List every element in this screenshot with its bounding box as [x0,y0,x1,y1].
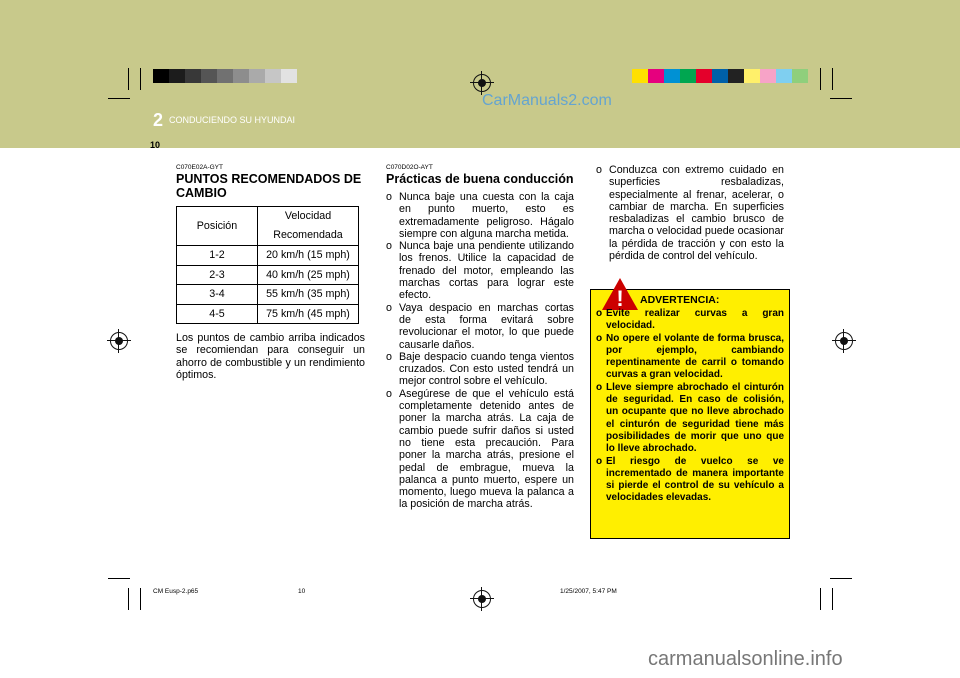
calibration-swatch [648,69,664,83]
list-item: o Conduzca con extremo cuidado en superficies resbaladizas, especialmente al frenar, acelerar, o cambiar de marcha. En superficies resbaladizas el cambio brusco de marcha o velocidad puede ocasionar la pérdida de tracción y con esto la pérdida de control del vehículo. [596,164,784,263]
section-title [386,172,576,186]
section-code: C070D02O-AYT [386,164,433,171]
calibration-swatch [664,69,680,83]
svg-text:!: ! [616,286,624,311]
footer-page: 10 [298,588,306,595]
registration-mark-icon [473,590,491,608]
crop-mark [108,98,130,99]
registration-mark-icon [110,332,128,350]
warning-list [596,308,784,505]
table-cell: 75 km/h (45 mph) [258,304,359,324]
list-item: o Nunca baje una pendiente utilizando los frenos. Utilice la capacidad de frenado del motor, empleando las marchas cortas para lograr este efecto. [386,240,574,302]
calibration-swatch [792,69,808,83]
shift-table [176,206,359,324]
calibration-swatch [201,69,217,83]
table-header-position: Posición [177,207,258,246]
table-header-speed: Velocidad Recomendada [258,207,359,246]
list-item: o Asegúrese de que el vehículo está completamente detenido antes de poner la marcha atrás. La caja de cambio puede sufrir daños si usted no tiene esta precaución. Para poner la marcha atrás, presione el pedal de embrague, mueva la palanca a punto muerto, espere un momento, luego mueva la palanca a la posición de marcha atrás. [386,387,574,511]
crop-mark [832,588,833,610]
driving-tips-list-continued [596,164,784,262]
section-heading: Prácticas de buena conducción [386,172,574,186]
calibration-swatch [632,69,648,83]
shift-paragraph: Los puntos de cambio arriba indicados se recomiendan para conseguir un ahorro de combustible y un rendimiento óptimos. [176,332,365,381]
warning-item: o El riesgo de vuelco se ve incrementado de manera importante si pierde el control de su vehículo a velocidades elevadas. [596,455,784,504]
table-row [177,265,359,285]
calibration-swatch [760,69,776,83]
crop-mark [128,588,129,610]
table-cell: 1-2 [177,246,258,266]
warning-item: o No opere el volante de forma brusca, por ejemplo, cambiando repentinamente de carril o tomando curvas a gran velocidad. [596,332,784,381]
warning-item: o Lleve siempre abrochado el cinturón de seguridad. En caso de colisión, un ocupante que no lleve abrochado el cinturón de seguridad tiene más posibilidades de morir que uno que lo lleve abrochado. [596,381,784,455]
table-row [177,304,359,324]
crop-mark [820,588,821,610]
calibration-swatch [744,69,760,83]
list-item: o Nunca baje una cuesta con la caja en punto muerto, esto es extremadamente peligroso. Hágalo siempre con alguna marcha metida. [386,191,574,240]
calibration-swatch [169,69,185,83]
section-code: C070E02A-GYT [176,164,223,171]
crop-mark [108,578,130,579]
registration-mark-icon [835,332,853,350]
driving-tips-list [386,191,574,511]
footer-brand: carmanualsonline.info [648,648,843,670]
crop-mark [820,68,821,90]
calibration-swatch [712,69,728,83]
calibration-swatch [696,69,712,83]
crop-mark [128,68,129,90]
calibration-swatch [233,69,249,83]
calibration-swatch [265,69,281,83]
table-cell: 40 km/h (25 mph) [258,265,359,285]
calibration-swatch [728,69,744,83]
crop-mark [140,68,141,90]
calibration-swatch [185,69,201,83]
warning-item: o Evite realizar curvas a gran velocidad. [596,308,784,332]
calibration-swatch [776,69,792,83]
calibration-swatch [153,69,169,83]
section-title [176,172,366,200]
crop-mark [832,68,833,90]
calibration-swatch [281,69,297,83]
calibration-swatch [249,69,265,83]
chapter-title: CONDUCIENDO SU HYUNDAI [169,115,296,125]
crop-mark [830,98,852,99]
calibration-swatch [217,69,233,83]
table-cell: 4-5 [177,304,258,324]
watermark: CarManuals2.com [482,92,612,109]
table-cell: 3-4 [177,285,258,305]
footer-date: 1/25/2007, 5:47 PM [560,588,617,595]
warning-title: ADVERTENCIA: [640,294,720,306]
table-row [177,285,359,305]
table-cell: 55 km/h (35 mph) [258,285,359,305]
crop-mark [140,588,141,610]
table-cell: 20 km/h (15 mph) [258,246,359,266]
footer-filename: CM Eusp-2.p65 [153,588,199,595]
page-number: 10 [150,140,161,150]
table-row [177,246,359,266]
table-cell: 2-3 [177,265,258,285]
list-item: o Vaya despacio en marchas cortas de esta forma evitará sobre revolucionar el motor, lo que puede causarle daños. [386,301,574,351]
section-heading: PUNTOS RECOMENDADOS DE CAMBIO [176,172,362,200]
calibration-swatch [680,69,696,83]
list-item: o Baje despacio cuando tenga vientos cruzados. Con esto usted tendrá un mejor control sobre el vehículo. [386,350,574,388]
chapter-number: 2 [153,110,164,130]
crop-mark [830,578,852,579]
registration-mark-icon [473,74,491,92]
warning-icon [601,277,639,311]
